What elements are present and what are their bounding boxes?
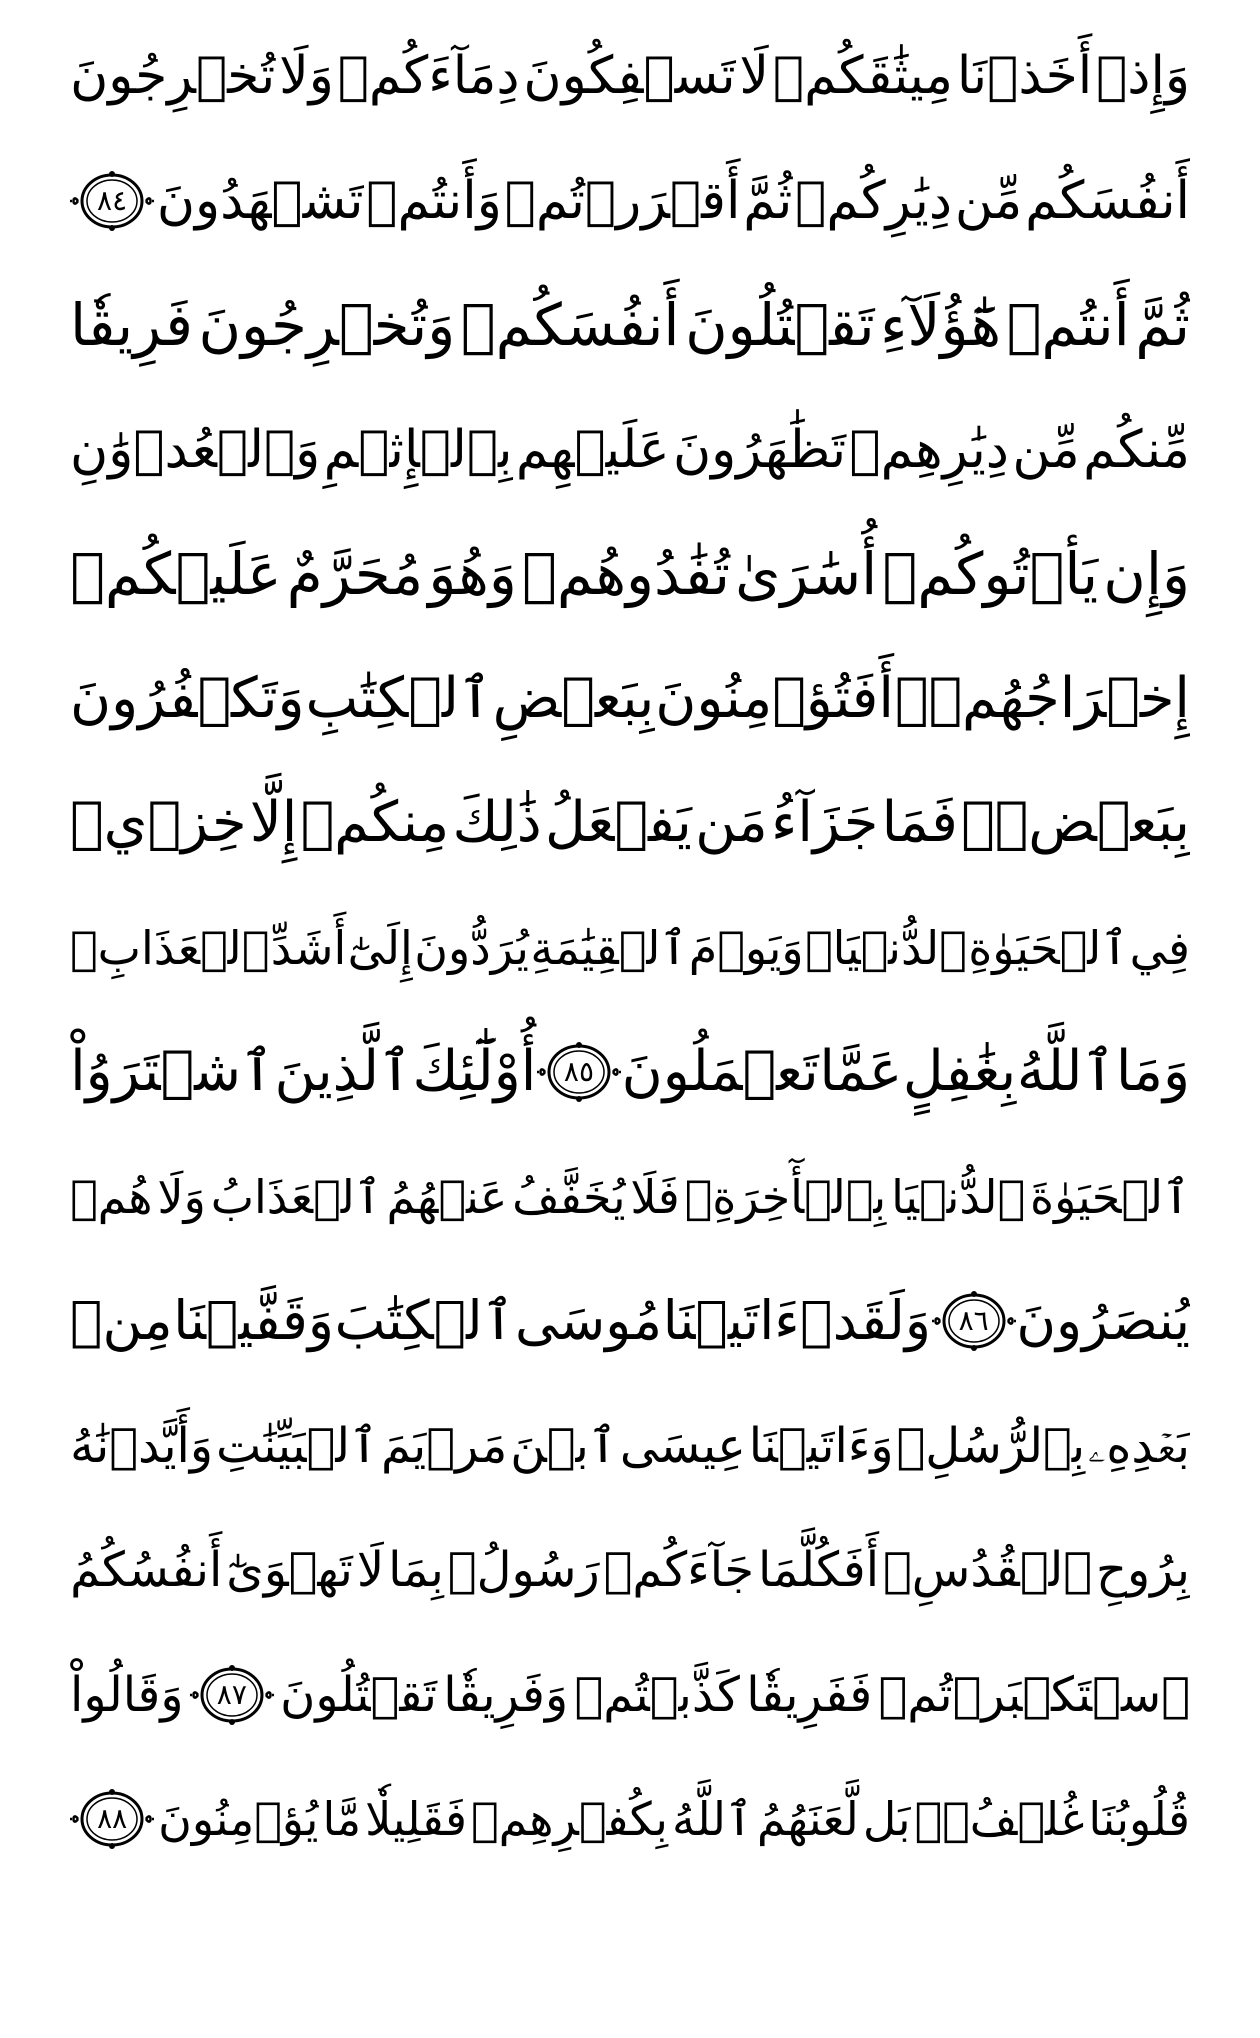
quran-word: عَمَّا <box>819 1039 903 1105</box>
quran-word: فَلَا <box>630 1169 680 1224</box>
quran-word: فَرِيقٗا <box>70 291 193 360</box>
quran-word: أَفَكُلَّمَا <box>757 1542 880 1599</box>
quran-word: تَقۡتُلُونَ <box>280 1666 437 1723</box>
quran-word: أَقۡرَرۡتُمۡ <box>504 170 741 231</box>
quran-word: ٱلدُّنۡيَاۖ <box>805 920 967 975</box>
quran-word: عَلَيۡهِم <box>515 419 670 480</box>
quran-word: وَءَاتَيۡنَا <box>748 1417 894 1474</box>
quran-word: عَنۡهُمُ <box>386 1169 508 1224</box>
quran-word: جَآءَكُمۡ <box>603 1542 755 1599</box>
quran-word: قُلُوبُنَا <box>1088 1792 1190 1847</box>
text-line <box>70 263 1190 388</box>
quran-word: إِلَّا <box>249 790 298 856</box>
text-line <box>70 1384 1190 1509</box>
quran-word: أَشَدِّ <box>270 920 347 975</box>
quran-word: فَمَا <box>881 790 958 856</box>
quran-word: بِٱلۡإِثۡمِ <box>323 419 513 480</box>
quran-word: أَنفُسَكُم <box>1025 170 1190 231</box>
quran-word: ٱللَّهُ <box>1016 1039 1116 1105</box>
text-line <box>70 139 1190 264</box>
quran-word: فِي <box>1129 920 1190 975</box>
quran-word: ثُمَّ <box>743 170 793 231</box>
text-line <box>70 886 1190 1011</box>
quran-word: وَتَكۡفُرُونَ <box>70 665 305 731</box>
quran-word: بِبَعۡضِ <box>492 665 655 731</box>
quran-word: بِبَعۡضٖۚ <box>961 790 1190 856</box>
quran-word: ٱلدُّنۡيَا <box>891 1169 1026 1224</box>
ayah-end-marker <box>70 1788 154 1850</box>
quran-word: ذَٰلِكَ <box>452 790 542 856</box>
quran-word: مَرۡيَمَ <box>380 1417 508 1474</box>
quran-word: فَقَلِيلٗا <box>365 1792 467 1847</box>
quran-word: وَٱلۡعُدۡوَٰنِ <box>70 419 321 480</box>
quran-word: ثُمَّ <box>1135 291 1190 360</box>
quran-word: عَلَيۡكُمۡ <box>70 540 282 609</box>
quran-word: وَهُوَ <box>428 540 517 609</box>
quran-word: رَسُولُۢ <box>447 1542 600 1599</box>
quran-word: وَلَقَدۡ <box>800 1289 931 1353</box>
quran-word: وَفَرِيقٗا <box>443 1666 569 1723</box>
quran-word: يُنصَرُونَ <box>1016 1289 1190 1353</box>
quran-word: ٱلۡبَيِّنَٰتِ <box>215 1417 379 1474</box>
ayah-end-marker <box>190 1664 274 1726</box>
ayah-number: ٨٧ <box>216 1677 247 1711</box>
quran-word: أُوْلَٰٓئِكَ <box>412 1039 537 1105</box>
quran-word: تَعۡمَلُونَ <box>621 1039 819 1105</box>
quran-word: وَقَفَّيۡنَا <box>173 1289 334 1353</box>
quran-word: تُخۡرِجُونَ <box>70 46 276 107</box>
quran-word: مِنكُمۡ <box>300 790 450 856</box>
quran-word: أُسَٰرَىٰ <box>735 540 878 609</box>
quran-word: ٱلۡقِيَٰمَةِ <box>530 920 688 975</box>
quran-word: يَأۡتُوكُمۡ <box>882 540 1099 609</box>
quran-word: ٱشۡتَرَوُاْ <box>70 1039 274 1105</box>
text-line <box>70 14 1190 139</box>
quran-word: ٱلۡكِتَٰبَ <box>334 1289 515 1353</box>
quran-word: بَعۡدِهِۦ <box>1088 1417 1190 1474</box>
quran-word: ٱسۡتَكۡبَرۡتُمۡ <box>878 1666 1190 1723</box>
quran-word: يُخَفَّفُ <box>512 1169 626 1224</box>
quran-word: هَٰٓؤُلَآءِ <box>880 291 1002 360</box>
quran-word: ٱلۡحَيَوٰةَ <box>1029 1169 1190 1224</box>
quran-word: بِٱلۡأٓخِرَةِۖ <box>684 1169 887 1224</box>
quran-word: وَلَا <box>279 46 334 107</box>
ayah-number: ٨٦ <box>958 1304 989 1338</box>
quran-word: مَن <box>695 790 768 856</box>
quran-word: وَلَا <box>157 1169 206 1224</box>
quran-word: وَإِن <box>1103 540 1190 609</box>
quran-word: ٱلۡعَذَابُ <box>210 1169 382 1224</box>
quran-word: مِّن <box>954 170 1023 231</box>
quran-word: ٱلۡحَيَوٰةِ <box>968 920 1129 975</box>
quran-word: مَّا <box>322 1792 362 1847</box>
quran-word: ٱلۡكِتَٰبِ <box>305 665 492 731</box>
quran-word: بَل <box>862 1792 911 1847</box>
quran-word: دِيَٰرِكُمۡ <box>795 170 953 231</box>
quran-word: أَنتُمۡ <box>1006 291 1130 360</box>
quran-word: كَذَّبۡتُمۡ <box>574 1666 740 1723</box>
quran-word: وَيَوۡمَ <box>688 920 804 975</box>
quran-word: إِلَىٰٓ <box>347 920 413 975</box>
text-line <box>70 1633 1190 1758</box>
quran-word: وَأَيَّدۡنَٰهُ <box>70 1417 214 1474</box>
text-line <box>70 637 1190 762</box>
quran-word: وَقَالُواْ <box>70 1666 184 1723</box>
quran-word: مُحَرَّمٌ <box>286 540 424 609</box>
quran-word: ءَاتَيۡنَا <box>662 1289 800 1353</box>
quran-word: مُوسَى <box>514 1289 663 1353</box>
quran-word: وَإِذۡ <box>1096 46 1190 107</box>
quran-word: فَفَرِيقٗا <box>746 1666 873 1723</box>
quran-word: يُرَدُّونَ <box>414 920 529 975</box>
quran-word: مِنۢ <box>70 1289 173 1353</box>
ayah-number: ٨٨ <box>97 1802 128 1836</box>
quran-word: وَتُخۡرِجُونَ <box>198 291 456 360</box>
quran-word: يَفۡعَلُ <box>544 790 692 856</box>
quran-word: بِغَٰفِلٍ <box>902 1039 1017 1105</box>
ayah-number: ٨٤ <box>97 183 128 217</box>
quran-word: وَأَنتُمۡ <box>366 170 502 231</box>
text-line <box>70 388 1190 513</box>
quran-word: إِخۡرَاجُهُمۡۚ <box>894 665 1190 731</box>
text-line <box>70 761 1190 886</box>
quran-word: ٱلَّذِينَ <box>274 1039 412 1105</box>
quran-word: هُمۡ <box>70 1169 153 1224</box>
quran-word: تَظَٰهَرُونَ <box>672 419 847 480</box>
quran-word: لَا <box>356 1542 385 1599</box>
quran-word: تَقۡتُلُونَ <box>685 291 875 360</box>
quran-word: ٱلۡعَذَابِۗ <box>70 920 270 975</box>
quran-word: دِيَٰرِهِمۡ <box>849 419 1009 480</box>
quran-word: بِرُوحِ <box>1095 1542 1190 1599</box>
quran-word: يُؤۡمِنُونَ <box>158 1792 319 1847</box>
ayah-end-marker <box>537 1041 621 1103</box>
quran-word: تَسۡفِكُونَ <box>523 46 736 107</box>
ayah-end-marker <box>70 170 154 232</box>
quran-word: جَزَآءُ <box>770 790 879 856</box>
quran-word: أَخَذۡنَا <box>956 46 1093 107</box>
text-line <box>70 1259 1190 1384</box>
ayah-number: ٨٥ <box>563 1055 594 1089</box>
quran-word: أَفَتُؤۡمِنُونَ <box>655 665 894 731</box>
quran-word: لَا <box>739 46 770 107</box>
quran-word: غُلۡفُۢۚ <box>914 1792 1085 1847</box>
text-line <box>70 512 1190 637</box>
text-line <box>70 1135 1190 1260</box>
quran-word: خِزۡيٞ <box>70 790 247 856</box>
quran-word: تَشۡهَدُونَ <box>156 170 364 231</box>
quran-word: أَنفُسَكُمۡ <box>460 291 680 360</box>
quran-word: ٱلۡقُدُسِۗ <box>882 1542 1093 1599</box>
quran-word: ٱبۡنَ <box>510 1417 618 1474</box>
quran-word: تُفَٰدُوهُمۡ <box>522 540 730 609</box>
quran-word: مِيثَٰقَكُمۡ <box>772 46 953 107</box>
text-line <box>70 1010 1190 1135</box>
quran-word: تَهۡوَىٰٓ <box>226 1542 353 1599</box>
quran-word: بِكُفۡرِهِمۡ <box>471 1792 668 1847</box>
quran-word: أَنفُسُكُمُ <box>70 1542 223 1599</box>
quran-word: مِّنكُم <box>1083 419 1190 480</box>
quran-word: عِيسَى <box>619 1417 746 1474</box>
text-line <box>70 1508 1190 1633</box>
quran-word: بِمَا <box>388 1542 444 1599</box>
quran-word: مِّن <box>1012 419 1080 480</box>
text-line <box>70 1757 1190 1882</box>
ayah-end-marker <box>932 1290 1016 1352</box>
quran-word: ٱللَّهُ <box>672 1792 753 1847</box>
quran-word: لَّعَنَهُمُ <box>756 1792 859 1847</box>
quran-word: وَمَا <box>1115 1039 1190 1105</box>
quran-word: بِٱلرُّسُلِۖ <box>896 1417 1086 1474</box>
quran-word: دِمَآءَكُمۡ <box>337 46 520 107</box>
